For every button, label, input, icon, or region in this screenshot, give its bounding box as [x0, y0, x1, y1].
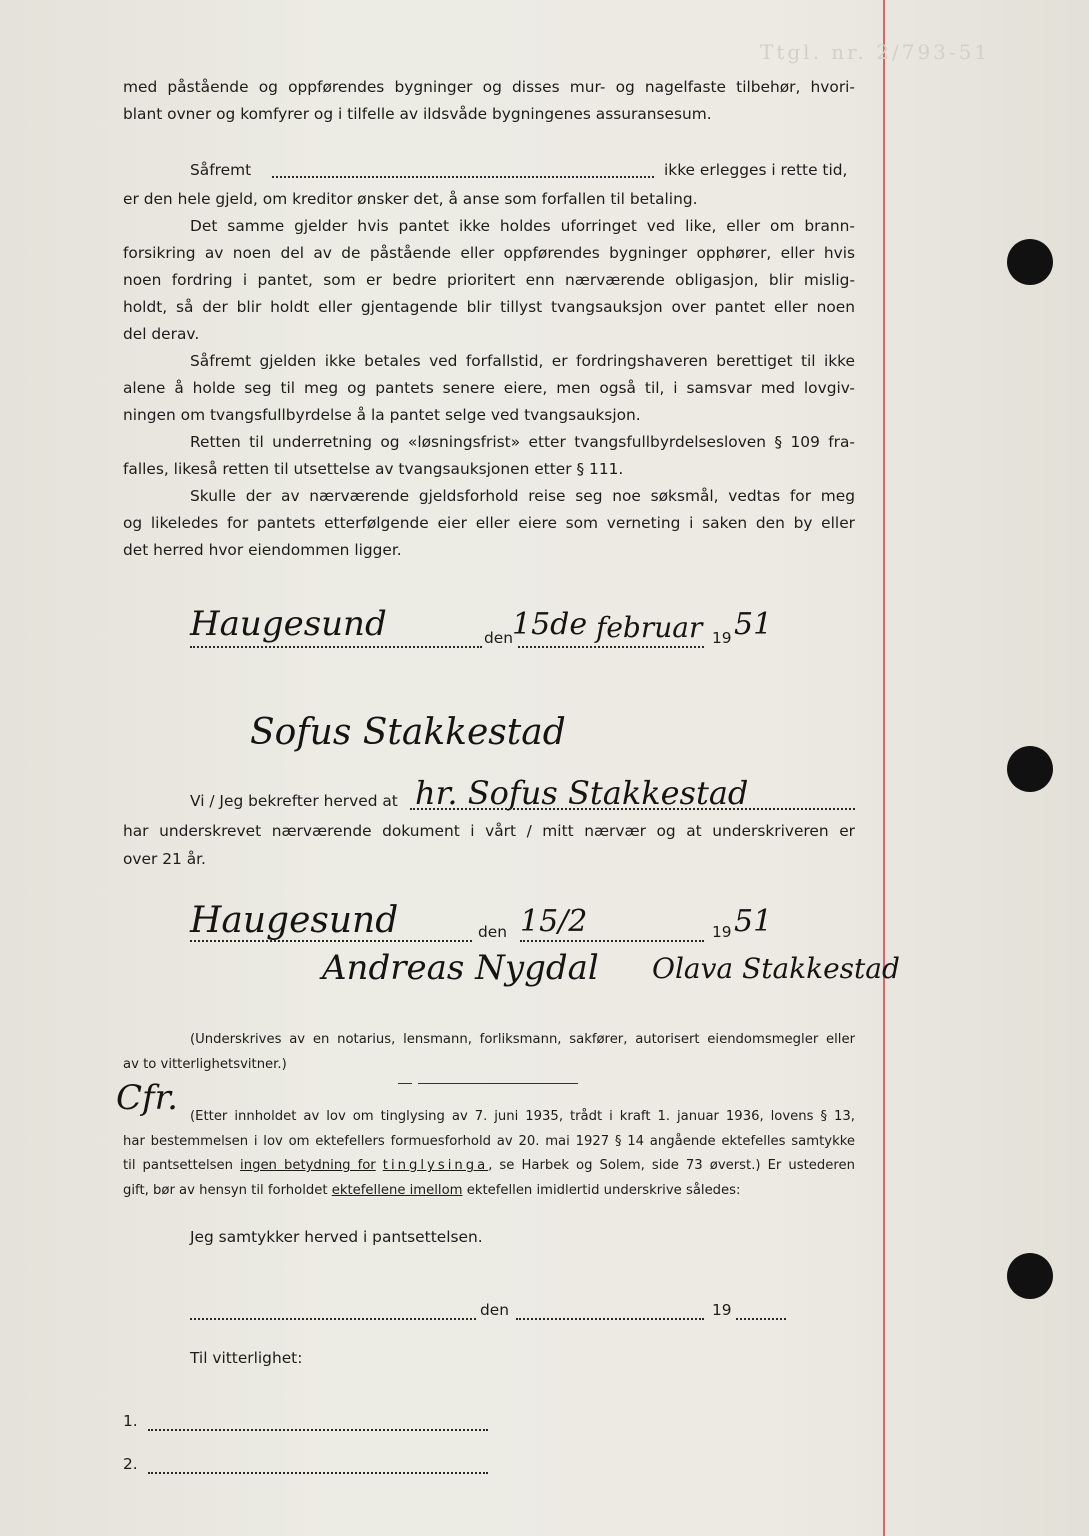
paragraph-d-line-1: Retten til underretning og «løsningsfrist» etter tvangsfullbyrdelsesloven § 109 fra- — [190, 433, 855, 451]
witness-line-2-number: 2. — [123, 1455, 138, 1473]
mortgagor-signature: Sofus Stakkestad — [250, 712, 566, 753]
date1-day-handwritten: 15de — [512, 607, 588, 642]
paragraph-d-line-2: falles, likeså retten til utsettelse av tvangsauksjonen etter § 111. — [123, 460, 624, 478]
paragraph-e-line-1: Skulle der av nærværende gjeldsforhold reise seg noe søksmål, vedtas for meg — [190, 487, 855, 505]
date3-date-blank — [516, 1316, 704, 1320]
date3-den: den — [480, 1301, 509, 1319]
separator-rule — [418, 1083, 578, 1084]
paragraph-b-line-4: holdt, så der blir holdt eller gjentagende blir tillyst tvangsauksjon over pantet eller noen — [123, 298, 855, 316]
witness-heading: Til vitterlighet: — [190, 1349, 303, 1367]
paragraph-b-line-2: forsikring av noen del av de påstående eller oppførendes bygninger opphører, eller hvis — [123, 244, 855, 262]
paragraph-e-line-3: det herred hvor eiendommen ligger. — [123, 541, 402, 559]
witness-confirm-lead: Vi / Jeg bekrefter herved at — [190, 792, 398, 810]
paragraph-b-line-5: del derav. — [123, 325, 200, 343]
note1-line-1: (Underskrives av en notarius, lensmann, forliksmann, sakfører, autorisert eiendomsmegler eller — [190, 1032, 855, 1047]
safremt-line-2: er den hele gjeld, om kreditor ønsker det, å anse som forfallen til betaling. — [123, 190, 698, 208]
punch-hole-top — [1007, 239, 1053, 285]
separator-rule-short — [398, 1083, 412, 1084]
paragraph-e-line-2: og likeledes for pantets etterfølgende eier eller eiere som verneting i saken den by eller — [123, 514, 855, 532]
witness-confirm-line-3: over 21 år. — [123, 850, 206, 868]
paragraph-c-line-3: ningen om tvangsfullbyrdelse å la pantet selge ved tvangsauksjon. — [123, 406, 641, 424]
date1-date-blank — [518, 644, 704, 648]
note2-line-3-underlined: ingen betydning for — [240, 1158, 376, 1173]
date3-year-prefix: 19 — [712, 1301, 732, 1319]
note1-line-2: av to vitterlighetsvitner.) — [123, 1057, 287, 1072]
paragraph-a-line-1: med påstående og oppførendes bygninger og disses mur- og nagelfaste tilbehør, hvori- — [123, 78, 855, 96]
note2-line-1: (Etter innholdet av lov om tinglysing av 7. juni 1935, trådt i kraft 1. januar 1936, lovens § 13, — [190, 1109, 855, 1124]
note2-line-3-spaced: tinglysinga — [382, 1158, 489, 1173]
date1-month-handwritten: februar — [596, 611, 703, 644]
bleed-through-text: Ttgl. nr. 2/793-51 — [760, 40, 991, 64]
margin-note-handwritten: Cfr. — [116, 1078, 178, 1118]
punch-hole-middle — [1007, 746, 1053, 792]
date1-place-blank — [190, 644, 482, 648]
note2-line-3 — [123, 1156, 855, 1176]
note2-line-4-post: ektefellen imidlertid underskrive således: — [466, 1183, 741, 1198]
date2-place-handwritten: Haugesund — [190, 900, 399, 941]
witness-line-1-blank — [148, 1427, 488, 1431]
note2-line-4 — [123, 1181, 855, 1201]
punch-hole-bottom — [1007, 1253, 1053, 1299]
date1-year-handwritten: 51 — [734, 607, 773, 642]
witness-signature-1: Andreas Nygdal — [322, 948, 599, 988]
date1-den: den — [484, 629, 513, 647]
note2-line-4-underlined: ektefellene imellom — [331, 1183, 463, 1198]
date3-year-blank — [736, 1316, 786, 1320]
safremt-blank — [272, 174, 654, 178]
paragraph-b-line-3: noen fordring i pantet, som er bedre prioritert enn nærværende obligasjon, blir mislig- — [123, 271, 855, 289]
note2-line-4-pre: gift, bør av hensyn til forholdet — [123, 1183, 328, 1198]
note2-line-3-pre: til pantsettelsen — [123, 1158, 233, 1173]
witness-line-1-number: 1. — [123, 1412, 138, 1430]
witness-signature-2: Olava Stakkestad — [652, 952, 900, 985]
date2-place-blank — [190, 938, 472, 942]
witness-confirm-name-handwritten: hr. Sofus Stakkestad — [415, 774, 749, 812]
paragraph-c-line-2: alene å holde seg til meg og pantets senere eiere, men også til, i samsvar med lovgiv- — [123, 379, 855, 397]
date2-date-handwritten: 15/2 — [520, 904, 588, 939]
date2-year-prefix: 19 — [712, 923, 732, 941]
note2-line-3-post: , se Harbek og Solem, side 73 øverst.) Er ustederen — [488, 1158, 855, 1173]
paragraph-b-line-1: Det samme gjelder hvis pantet ikke holdes uforringet ved like, eller om brann- — [190, 217, 855, 235]
witness-confirm-line-2: har underskrevet nærværende dokument i vårt / mitt nærvær og at underskriveren er — [123, 822, 855, 840]
consent-text: Jeg samtykker herved i pantsettelsen. — [190, 1228, 483, 1246]
date2-date-blank — [520, 938, 704, 942]
note2-line-2: har bestemmelsen i lov om ektefellers formuesforhold av 20. mai 1927 § 14 angående ektefelles samtykke — [123, 1134, 855, 1149]
witness-confirm-blank — [410, 806, 855, 810]
date1-place-handwritten: Haugesund — [190, 604, 387, 644]
paragraph-a-line-2: blant ovner og komfyrer og i tilfelle av ildsvåde bygningenes assuransesum. — [123, 105, 712, 123]
date1-year-prefix: 19 — [712, 629, 732, 647]
date2-den: den — [478, 923, 507, 941]
safremt-lead: Såfremt — [190, 161, 252, 179]
paragraph-c-line-1: Såfremt gjelden ikke betales ved forfallstid, er fordringshaveren berettiget til ikke — [190, 352, 855, 370]
witness-line-2-blank — [148, 1470, 488, 1474]
safremt-tail: ikke erlegges i rette tid, — [664, 161, 848, 179]
red-margin-line — [883, 0, 885, 1536]
date2-year-handwritten: 51 — [734, 904, 773, 939]
date3-place-blank — [190, 1316, 476, 1320]
